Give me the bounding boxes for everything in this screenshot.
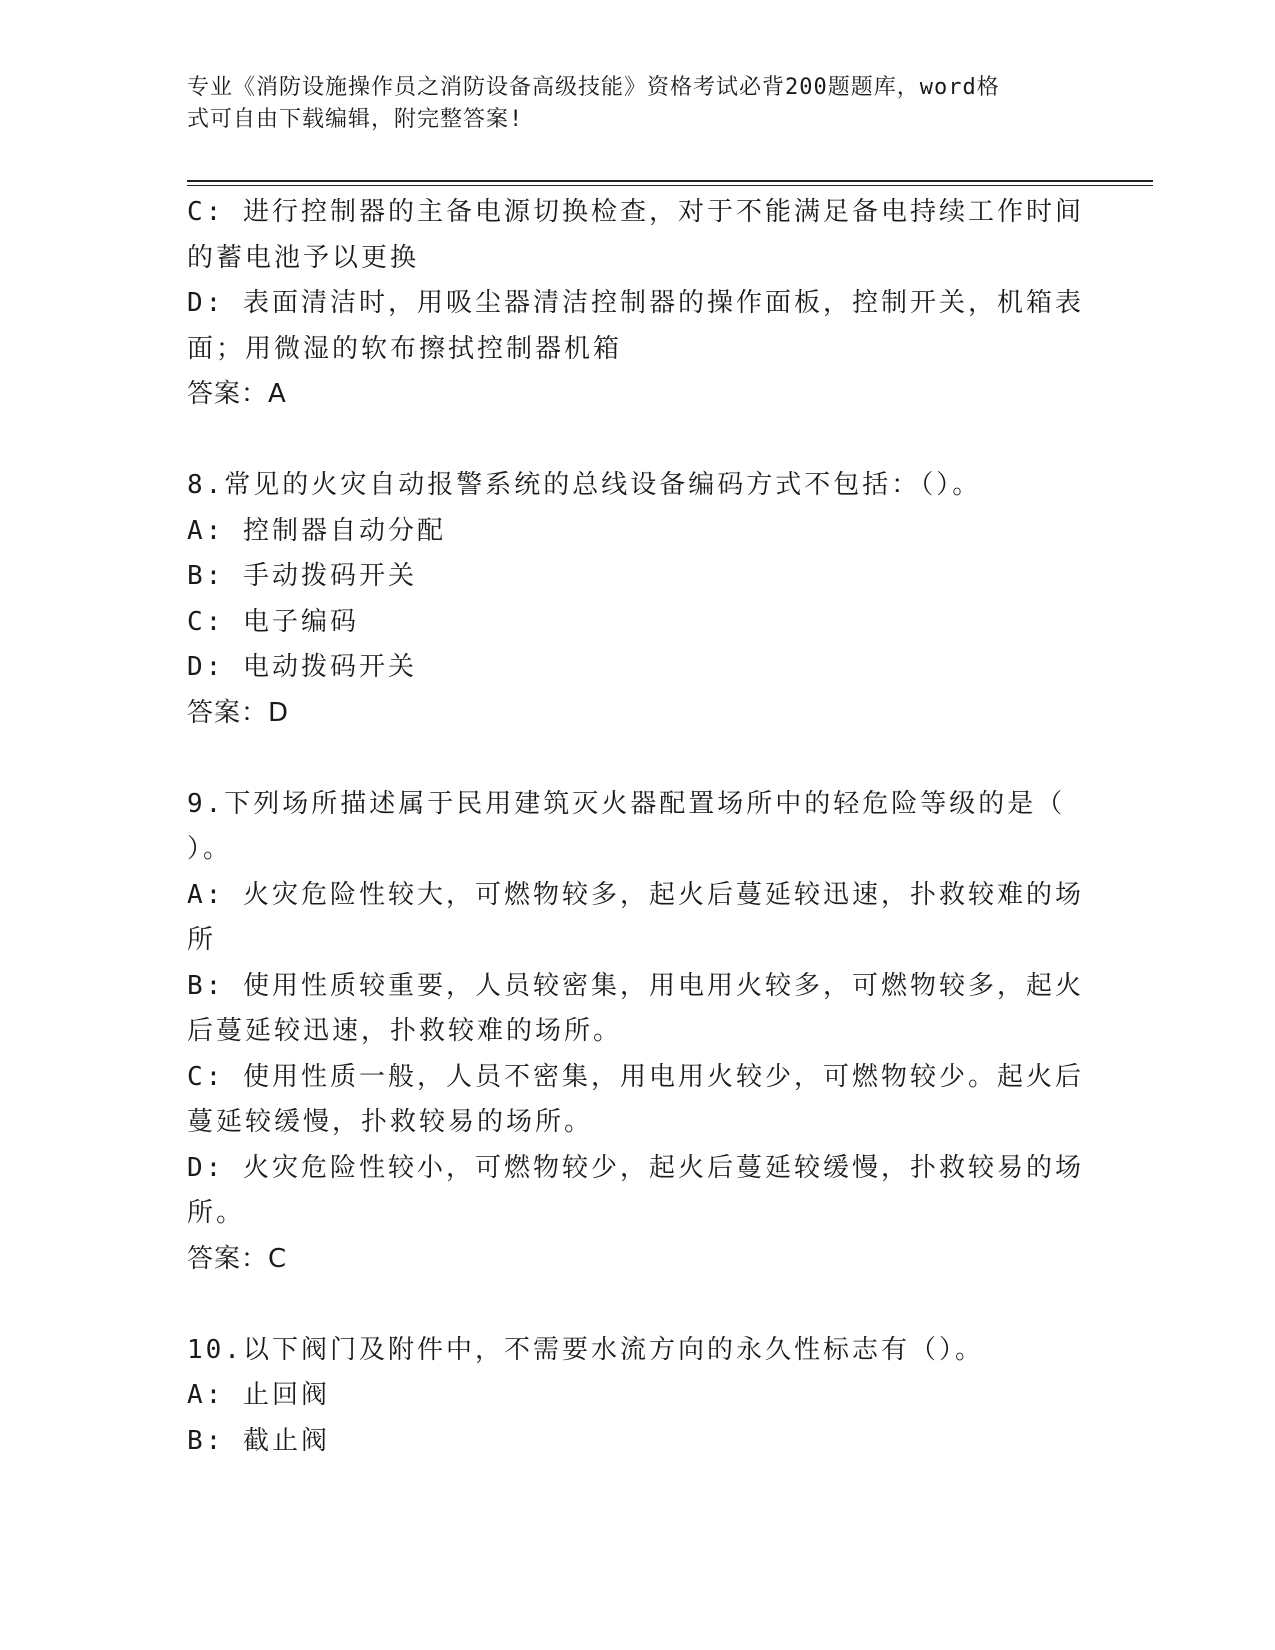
question-content	[187, 190, 1087, 1464]
question-7	[187, 190, 1087, 418]
q8-option-d: D: 电动拨码开关	[187, 652, 417, 682]
q9-option-b-line-2: 后蔓延较迅速，扑救较难的场所。	[187, 1016, 623, 1046]
q9-option-a-line-2: 所	[187, 925, 217, 955]
q9-option-d-line-1: D: 火灾危险性较小，可燃物较少，起火后蔓延较缓慢，扑救较易的场	[187, 1152, 1084, 1183]
question-8	[187, 463, 1087, 736]
spacer	[187, 736, 1087, 782]
header-divider-thick	[187, 180, 1153, 182]
header-divider-thin	[187, 185, 1153, 186]
q9-option-d-line-2: 所。	[187, 1198, 246, 1228]
spacer	[187, 1282, 1087, 1328]
header-title-line-1: 专业《消防设施操作员之消防设备高级技能》资格考试必背200题题库，word格	[187, 75, 1000, 100]
q9-stem-line-1: 9.下列场所描述属于民用建筑灭火器配置场所中的轻危险等级的是（	[187, 788, 1066, 819]
q7-option-c-line-1: C: 进行控制器的主备电源切换检查，对于不能满足备电持续工作时间	[187, 197, 1084, 227]
spacer	[187, 418, 1087, 464]
q9-option-a-line-1: A: 火灾危险性较大，可燃物较多，起火后蔓延较迅速，扑救较难的场	[187, 879, 1084, 910]
q10-stem: 10.以下阀门及附件中，不需要水流方向的永久性标志有（）。	[187, 1334, 984, 1365]
header-title-line-2: 式可自由下载编辑，附完整答案!	[187, 107, 524, 132]
document-header	[187, 72, 1067, 136]
q8-answer: 答案：D	[187, 697, 290, 728]
q8-option-a: A: 控制器自动分配	[187, 515, 446, 546]
q7-option-d-line-1: D: 表面清洁时，用吸尘器清洁控制器的操作面板，控制开关，机箱表	[187, 288, 1084, 318]
q8-stem: 8.常见的火灾自动报警系统的总线设备编码方式不包括：（）。	[187, 470, 982, 500]
q9-answer: 答案：C	[187, 1243, 288, 1274]
question-9	[187, 782, 1087, 1283]
q8-option-b: B: 手动拨码开关	[187, 561, 417, 591]
q10-option-b: B: 截止阀	[187, 1425, 330, 1456]
q9-stem-line-2: ）。	[187, 834, 233, 864]
q7-answer: 答案：A	[187, 379, 287, 409]
q7-option-d-line-2: 面；用微湿的软布擦拭控制器机箱	[187, 333, 623, 364]
q7-option-c-line-2: 的蓄电池予以更换	[187, 242, 420, 273]
q8-option-c: C: 电子编码	[187, 606, 359, 637]
q10-option-a: A: 止回阀	[187, 1380, 330, 1410]
q9-option-b-line-1: B: 使用性质较重要，人员较密集，用电用火较多，可燃物较多，起火	[187, 970, 1084, 1001]
q9-option-c-line-1: C: 使用性质一般，人员不密集，用电用火较少，可燃物较少。起火后	[187, 1061, 1084, 1092]
question-10	[187, 1328, 1087, 1465]
q9-option-c-line-2: 蔓延较缓慢，扑救较易的场所。	[187, 1107, 594, 1137]
